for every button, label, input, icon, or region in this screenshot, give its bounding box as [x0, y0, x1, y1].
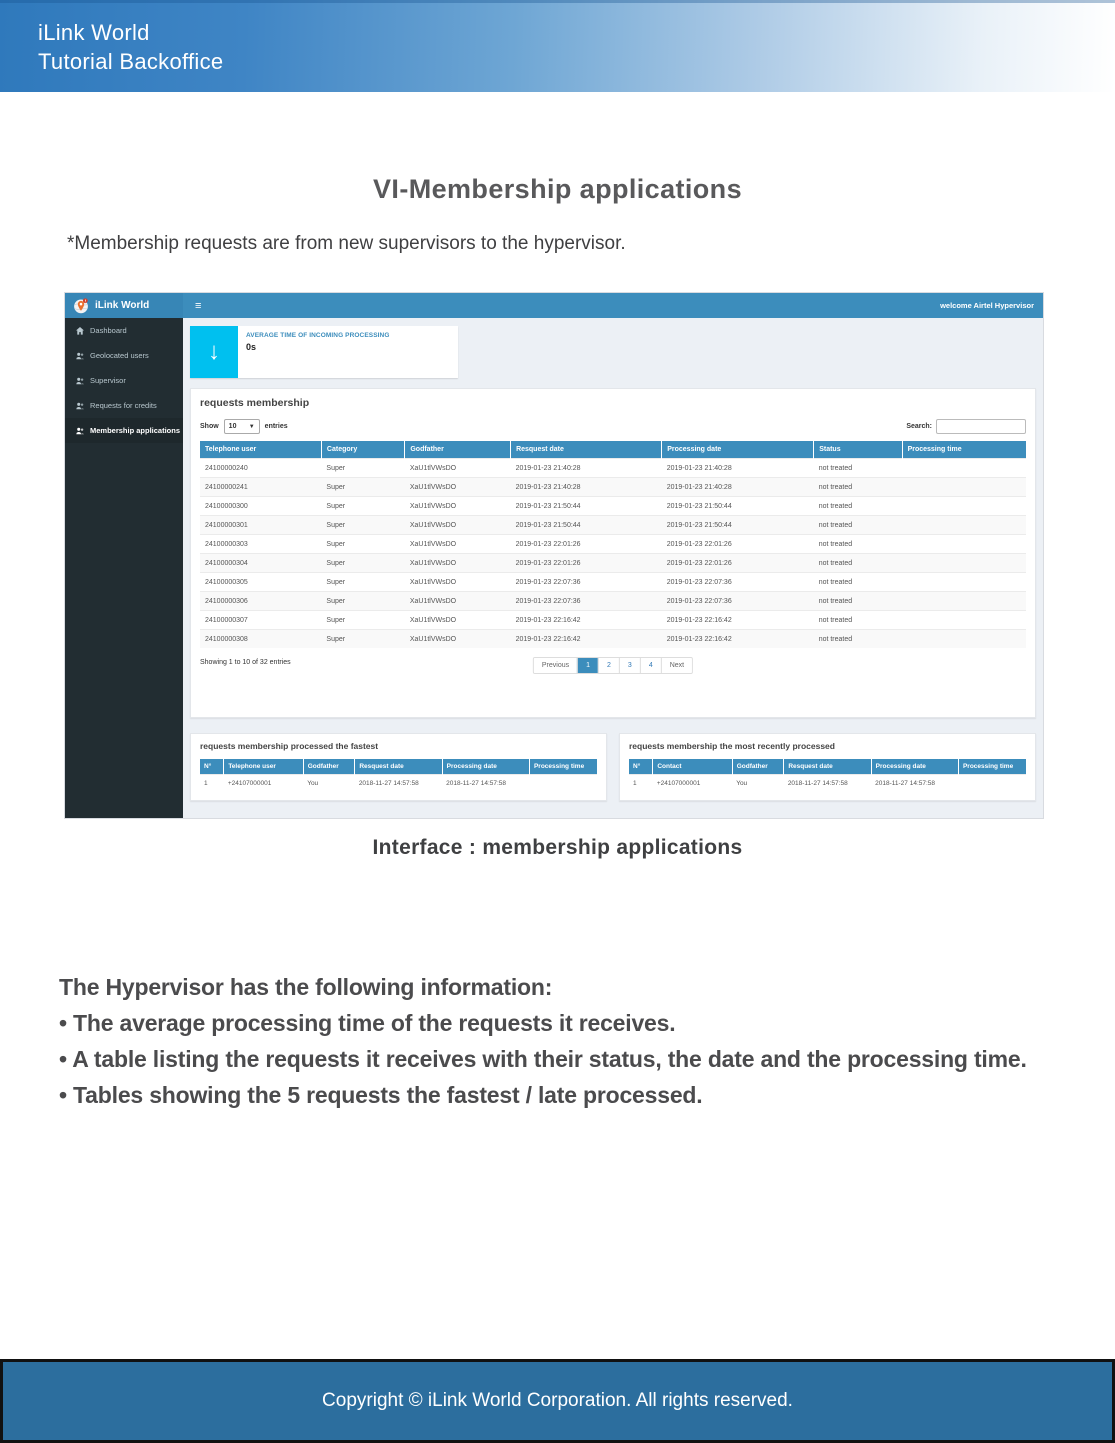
table-cell: not treated: [814, 478, 902, 497]
fastest-processed-panel: [190, 733, 607, 801]
table-cell: 1: [200, 775, 224, 792]
table-cell: 2019-01-23 22:07:36: [662, 592, 814, 611]
table-cell: not treated: [814, 611, 902, 630]
column-header[interactable]: Processing time: [902, 441, 1026, 459]
page-subtitle: *Membership requests are from new supervisors to the hypervisor.: [67, 233, 626, 254]
column-header[interactable]: N°: [200, 759, 224, 775]
table-cell: [902, 592, 1026, 611]
table-row: [200, 592, 1026, 611]
table-cell: 24100000240: [200, 459, 321, 478]
body-text: [59, 969, 1069, 1113]
app-content: [183, 318, 1043, 818]
pagination-page-3[interactable]: 3: [619, 658, 640, 673]
table-cell: 24100000301: [200, 516, 321, 535]
users-icon: [76, 402, 84, 410]
table-cell: 1: [629, 775, 653, 792]
table-cell: [902, 611, 1026, 630]
table-cell: [902, 478, 1026, 497]
table-row: [629, 775, 1026, 792]
table-cell: [902, 554, 1026, 573]
ilink-globe-pin-icon: [73, 298, 89, 314]
search-label: Search:: [906, 423, 932, 430]
pagination-page-1[interactable]: 1: [577, 658, 598, 673]
table-cell: 24100000241: [200, 478, 321, 497]
column-header[interactable]: Category: [321, 441, 404, 459]
menu-toggle-button[interactable]: ≡: [195, 299, 202, 312]
brand-line-2: Tutorial Backoffice: [38, 49, 224, 74]
column-header[interactable]: Processing date: [662, 441, 814, 459]
table-cell: [902, 497, 1026, 516]
table-cell: 2019-01-23 22:16:42: [662, 611, 814, 630]
body-bullet: • The average processing time of the requests it receives.: [59, 1010, 676, 1036]
table-header-row: [200, 441, 1026, 459]
welcome-user-text: welcome Airtel Hypervisor: [940, 301, 1034, 310]
table-cell: XaU1tlVWsDO: [405, 611, 511, 630]
screenshot-caption: Interface : membership applications: [372, 836, 743, 859]
table-cell: Super: [321, 516, 404, 535]
column-header[interactable]: Godfather: [732, 759, 784, 775]
table-cell: [529, 775, 597, 792]
table-row: [200, 611, 1026, 630]
table-cell: 24100000304: [200, 554, 321, 573]
table-row: [200, 478, 1026, 497]
entries-select-value: 10: [228, 423, 237, 430]
table-cell: not treated: [814, 630, 902, 649]
table-cell: 24100000300: [200, 497, 321, 516]
table-cell: not treated: [814, 592, 902, 611]
table-cell: 2019-01-23 22:16:42: [511, 611, 662, 630]
show-label: Show: [200, 423, 219, 430]
table-cell: Super: [321, 459, 404, 478]
recently-processed-table: [629, 759, 1026, 791]
table-cell: 2019-01-23 22:01:26: [511, 554, 662, 573]
table-row: [200, 497, 1026, 516]
infobox-value: 0s: [246, 342, 257, 352]
table-cell: XaU1tlVWsDO: [405, 535, 511, 554]
page-title: VI-Membership applications: [373, 174, 742, 204]
table-cell: 24100000306: [200, 592, 321, 611]
table-cell: not treated: [814, 535, 902, 554]
table-cell: XaU1tlVWsDO: [405, 573, 511, 592]
body-heading: The Hypervisor has the following information:: [59, 974, 553, 1000]
table-cell: not treated: [814, 573, 902, 592]
column-header[interactable]: Godfather: [405, 441, 511, 459]
pagination-page-4[interactable]: 4: [640, 658, 661, 673]
table-cell: [902, 516, 1026, 535]
table-cell: 24100000307: [200, 611, 321, 630]
table-cell: You: [303, 775, 355, 792]
sidebar-item-geolocated-users[interactable]: [65, 343, 183, 368]
table-cell: not treated: [814, 554, 902, 573]
table-cell: 24100000305: [200, 573, 321, 592]
search-input[interactable]: [936, 419, 1026, 434]
table-cell: Super: [321, 611, 404, 630]
table-cell: XaU1tlVWsDO: [405, 459, 511, 478]
sidebar-item-membership-applications[interactable]: [65, 418, 183, 443]
sidebar-item-dashboard[interactable]: [65, 318, 183, 343]
table-cell: 2019-01-23 22:01:26: [662, 554, 814, 573]
table-cell: XaU1tlVWsDO: [405, 630, 511, 649]
entries-select[interactable]: [224, 419, 260, 434]
column-header[interactable]: Resquest date: [511, 441, 662, 459]
table-cell: 2019-01-23 22:07:36: [511, 573, 662, 592]
pagination: [533, 657, 693, 674]
column-header[interactable]: Resquest date: [784, 759, 871, 775]
table-cell: 24100000308: [200, 630, 321, 649]
table-cell: not treated: [814, 516, 902, 535]
table-cell: XaU1tlVWsDO: [405, 497, 511, 516]
table-row: [200, 630, 1026, 649]
table-cell: XaU1tlVWsDO: [405, 478, 511, 497]
document-footer: [0, 1359, 1115, 1443]
table-header-row: [629, 759, 1026, 775]
infobox-label: AVERAGE TIME OF INCOMING PROCESSING: [246, 332, 390, 339]
requests-membership-panel: [190, 388, 1036, 718]
table-cell: [958, 775, 1026, 792]
app-screenshot: [65, 293, 1043, 818]
app-navbar: [65, 293, 1043, 318]
table-cell: 2019-01-23 21:50:44: [662, 516, 814, 535]
recently-processed-panel: [619, 733, 1036, 801]
sidebar-item-label: Membership applications: [90, 426, 181, 435]
users-icon: [76, 352, 84, 360]
table-cell: Super: [321, 573, 404, 592]
column-header[interactable]: Resquest date: [355, 759, 442, 775]
table-cell: XaU1tlVWsDO: [405, 592, 511, 611]
column-header[interactable]: Processing time: [529, 759, 597, 775]
panel-title: requests membership: [200, 397, 310, 409]
column-header[interactable]: Processing time: [958, 759, 1026, 775]
entries-label: entries: [264, 423, 288, 430]
down-arrow-icon: ↓: [190, 326, 238, 378]
users-icon: [76, 427, 84, 435]
table-cell: 2018-11-27 14:57:58: [871, 775, 958, 792]
entries-summary: Showing 1 to 10 of 32 entries: [200, 659, 291, 666]
table-cell: XaU1tlVWsDO: [405, 554, 511, 573]
table-cell: Super: [321, 535, 404, 554]
sidebar-item-supervisor[interactable]: [65, 368, 183, 393]
body-bullet: • Tables showing the 5 requests the fastest / late processed.: [59, 1082, 703, 1108]
panel-title: requests membership processed the fastest: [200, 741, 379, 751]
table-cell: 2019-01-23 22:16:42: [511, 630, 662, 649]
column-header[interactable]: Contact: [653, 759, 732, 775]
table-cell: +24107000001: [224, 775, 303, 792]
home-icon: [76, 327, 84, 335]
fastest-processed-table: [200, 759, 597, 791]
panel-title: requests membership the most recently processed: [629, 741, 835, 751]
table-cell: 2019-01-23 22:01:26: [662, 535, 814, 554]
table-row: [200, 535, 1026, 554]
table-row: [200, 775, 597, 792]
chevron-down-icon: ▼: [248, 423, 255, 430]
table-cell: 2019-01-23 21:40:28: [662, 459, 814, 478]
table-cell: [902, 630, 1026, 649]
table-cell: 2019-01-23 22:01:26: [511, 535, 662, 554]
table-row: [200, 573, 1026, 592]
users-icon: [76, 377, 84, 385]
column-header[interactable]: Processing date: [871, 759, 958, 775]
table-cell: [902, 535, 1026, 554]
table-cell: 2019-01-23 22:16:42: [662, 630, 814, 649]
column-header[interactable]: Status: [814, 441, 902, 459]
copyright-text: Copyright © iLink World Corporation. All rights reserved.: [322, 1390, 793, 1411]
table-cell: XaU1tlVWsDO: [405, 516, 511, 535]
column-header[interactable]: Telephone user: [200, 441, 321, 459]
table-cell: 2019-01-23 21:50:44: [511, 497, 662, 516]
table-cell: 2019-01-23 21:50:44: [662, 497, 814, 516]
table-cell: 2019-01-23 21:40:28: [662, 478, 814, 497]
body-bullet: • A table listing the requests it receives with their status, the date and the processing time.: [59, 1046, 1027, 1072]
sidebar-item-label: Geolocated users: [90, 351, 149, 360]
sidebar-item-label: Supervisor: [90, 376, 126, 385]
brand-line-1: iLink World: [38, 20, 150, 45]
column-header[interactable]: N°: [629, 759, 653, 775]
table-cell: 2019-01-23 21:40:28: [511, 478, 662, 497]
table-cell: +24107000001: [653, 775, 732, 792]
table-row: [200, 516, 1026, 535]
table-cell: [902, 459, 1026, 478]
table-row: [200, 554, 1026, 573]
sidebar-item-label: Dashboard: [90, 326, 127, 335]
pagination-previous-button[interactable]: Previous: [534, 658, 577, 673]
app-logo[interactable]: [65, 293, 183, 318]
sidebar-item-requests-for-credits[interactable]: [65, 393, 183, 418]
table-cell: 2019-01-23 21:40:28: [511, 459, 662, 478]
table-cell: [902, 573, 1026, 592]
table-cell: 2019-01-23 22:07:36: [662, 573, 814, 592]
table-row: [200, 459, 1026, 478]
document-header: [0, 0, 1115, 92]
table-cell: not treated: [814, 497, 902, 516]
table-cell: Super: [321, 554, 404, 573]
table-cell: 24100000303: [200, 535, 321, 554]
table-cell: Super: [321, 630, 404, 649]
column-header[interactable]: Processing date: [442, 759, 529, 775]
pagination-page-2[interactable]: 2: [598, 658, 619, 673]
table-cell: Super: [321, 497, 404, 516]
table-cell: Super: [321, 478, 404, 497]
table-cell: 2018-11-27 14:57:58: [355, 775, 442, 792]
sidebar-item-label: Requests for credits: [90, 401, 157, 410]
column-header[interactable]: Telephone user: [224, 759, 303, 775]
average-time-infobox: [190, 326, 458, 378]
column-header[interactable]: Godfather: [303, 759, 355, 775]
table-cell: Super: [321, 592, 404, 611]
table-cell: 2019-01-23 21:50:44: [511, 516, 662, 535]
app-brand-text: iLink World: [95, 300, 150, 311]
pagination-next-button[interactable]: Next: [661, 658, 692, 673]
document-brand: [38, 18, 223, 76]
table-header-row: [200, 759, 597, 775]
table-cell: not treated: [814, 459, 902, 478]
table-cell: 2019-01-23 22:07:36: [511, 592, 662, 611]
requests-membership-table: [200, 441, 1026, 648]
table-cell: 2018-11-27 14:57:58: [784, 775, 871, 792]
app-sidebar: [65, 318, 183, 818]
table-cell: 2018-11-27 14:57:58: [442, 775, 529, 792]
table-cell: You: [732, 775, 784, 792]
